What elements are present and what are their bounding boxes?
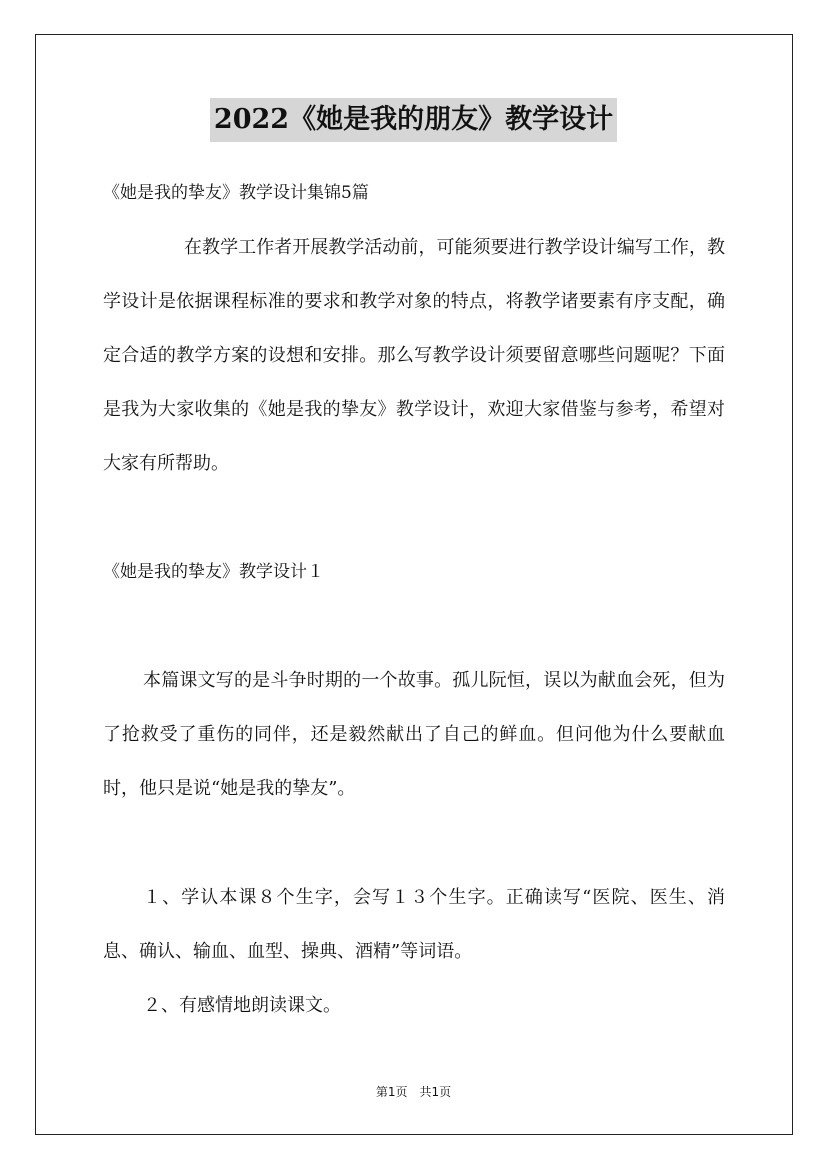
page-footer: 第1页 共1页 <box>375 1085 452 1099</box>
title-container <box>0 98 827 142</box>
document-subtitle: 《她是我的挚友》教学设计集锦5篇 <box>103 183 369 203</box>
goal-item-2: ２、有感情地朗读课文。 <box>143 995 341 1016</box>
intro-paragraph: 在教学工作者开展教学活动前，可能须要进行教学设计编写工作，教学设计是依据课程标准的要求和教学对象的特点，将教学诸要素有序支配，确定合适的教学方案的设想和安排。那么写教学设计须要留意哪些问题呢？下面是我为大家收集的《她是我的挚友》教学设计，欢迎大家借鉴与参考，希望对大家有所帮助。 <box>103 237 725 474</box>
goal-item-1: １、学认本课８个生字，会写１３个生字。正确读写“医院、医生、消息、确认、输血、血型、操典、酒精”等词语。 <box>103 887 725 962</box>
document-title: 2022《她是我的朋友》教学设计 <box>210 98 617 142</box>
story-paragraph: 本篇课文写的是斗争时期的一个故事。孤儿阮恒，误以为献血会死，但为了抢救受了重伤的同伴，还是毅然献出了自己的鲜血。但问他为什么要献血时，他只是说“她是我的挚友”。 <box>103 670 725 799</box>
section-heading: 《她是我的挚友》教学设计１ <box>103 562 324 582</box>
